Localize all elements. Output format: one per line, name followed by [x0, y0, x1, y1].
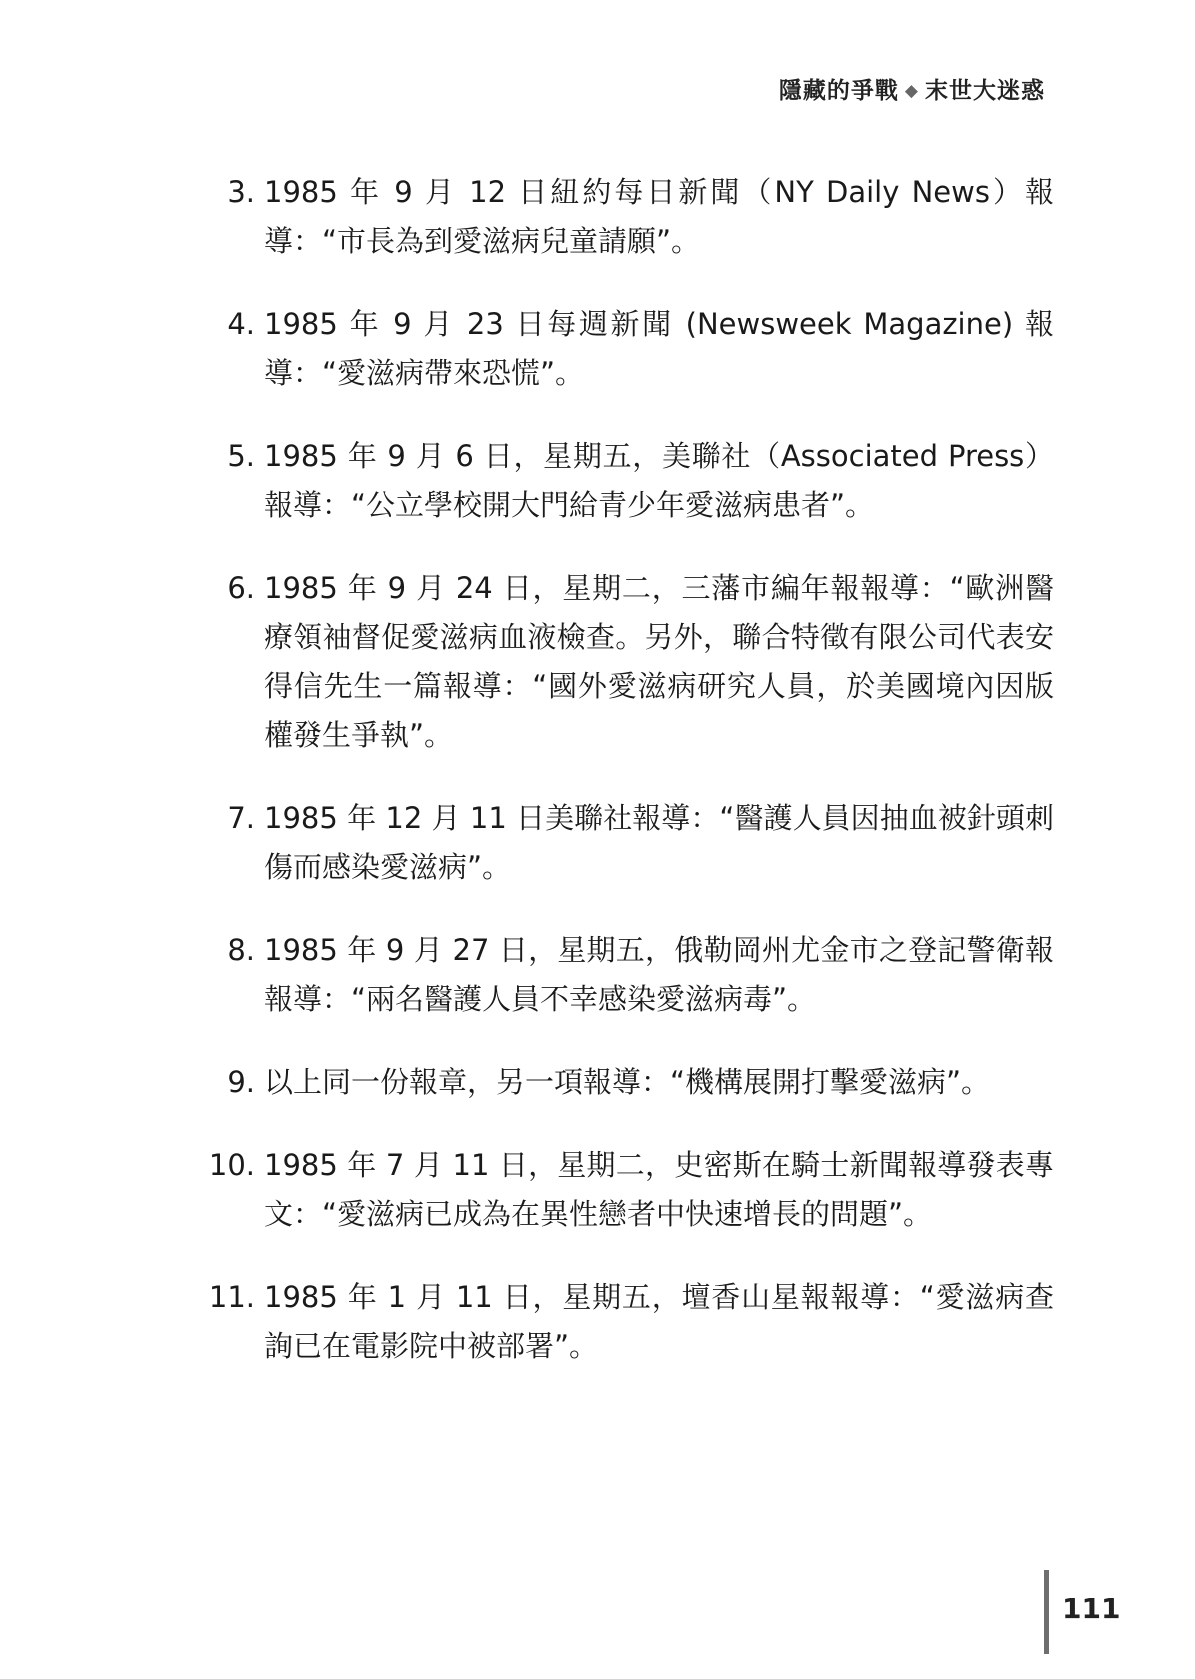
item-text: 1985 年 9 月 23 日每週新聞 (Newsweek Magazine) 報導：“愛滋病帶來恐慌”。: [264, 307, 1054, 390]
page-number: 111: [1062, 1592, 1121, 1625]
item-number: 7.: [227, 801, 255, 835]
book-title: 隱藏的爭戰: [778, 78, 899, 104]
news-report-list: [180, 168, 1054, 1405]
item-text: 1985 年 7 月 11 日，星期二，史密斯在騎士新聞報導發表專文：“愛滋病已成為在異性戀者中快速增長的問題”。: [264, 1148, 1054, 1231]
item-number: 4.: [227, 307, 255, 341]
list-item: [180, 1141, 1054, 1239]
item-text: 1985 年 1 月 11 日，星期五，壇香山星報報導：“愛滋病查詢已在電影院中被部署”。: [264, 1280, 1054, 1363]
list-item: [180, 1273, 1054, 1371]
chapter-title: 末世大迷惑: [925, 78, 1045, 104]
item-text: 1985 年 9 月 12 日紐約每日新聞（NY Daily News）報導：“市長為到愛滋病兒童請願”。: [264, 175, 1054, 258]
running-header: [779, 72, 1045, 105]
item-text: 1985 年 9 月 6 日，星期五，美聯社（Associated Press）報導：“公立學校開大門給青少年愛滋病患者”。: [264, 439, 1054, 522]
item-text: 以上同一份報章，另一項報導：“機構展開打擊愛滋病”。: [264, 1065, 991, 1099]
item-number: 3.: [227, 175, 255, 209]
list-item: [180, 794, 1054, 892]
list-item: [180, 168, 1054, 266]
item-number: 11.: [208, 1280, 255, 1314]
item-text: 1985 年 9 月 27 日，星期五，俄勒岡州尤金市之登記警衛報報導：“兩名醫護人員不幸感染愛滋病毒”。: [264, 933, 1054, 1016]
item-text: 1985 年 9 月 24 日，星期二，三藩市編年報報導：“歐洲醫療領袖督促愛滋病血液檢查。另外，聯合特徵有限公司代表安得信先生一篇報導：“國外愛滋病研究人員，於美國境內因版權發生爭執”。: [264, 571, 1054, 752]
item-number: 5.: [227, 439, 255, 473]
page-number-bar: [1044, 1570, 1049, 1654]
item-number: 6.: [227, 571, 255, 605]
list-item: [180, 300, 1054, 398]
item-text: 1985 年 12 月 11 日美聯社報導：“醫護人員因抽血被針頭刺傷而感染愛滋病”。: [264, 801, 1054, 884]
item-number: 9.: [227, 1065, 255, 1099]
list-item: [180, 926, 1054, 1024]
list-item: [180, 432, 1054, 530]
item-number: 8.: [227, 933, 255, 967]
item-number: 10.: [208, 1148, 255, 1182]
list-item: [180, 1058, 1054, 1107]
diamond-separator-icon: ◆: [904, 81, 919, 101]
list-item: [180, 564, 1054, 760]
